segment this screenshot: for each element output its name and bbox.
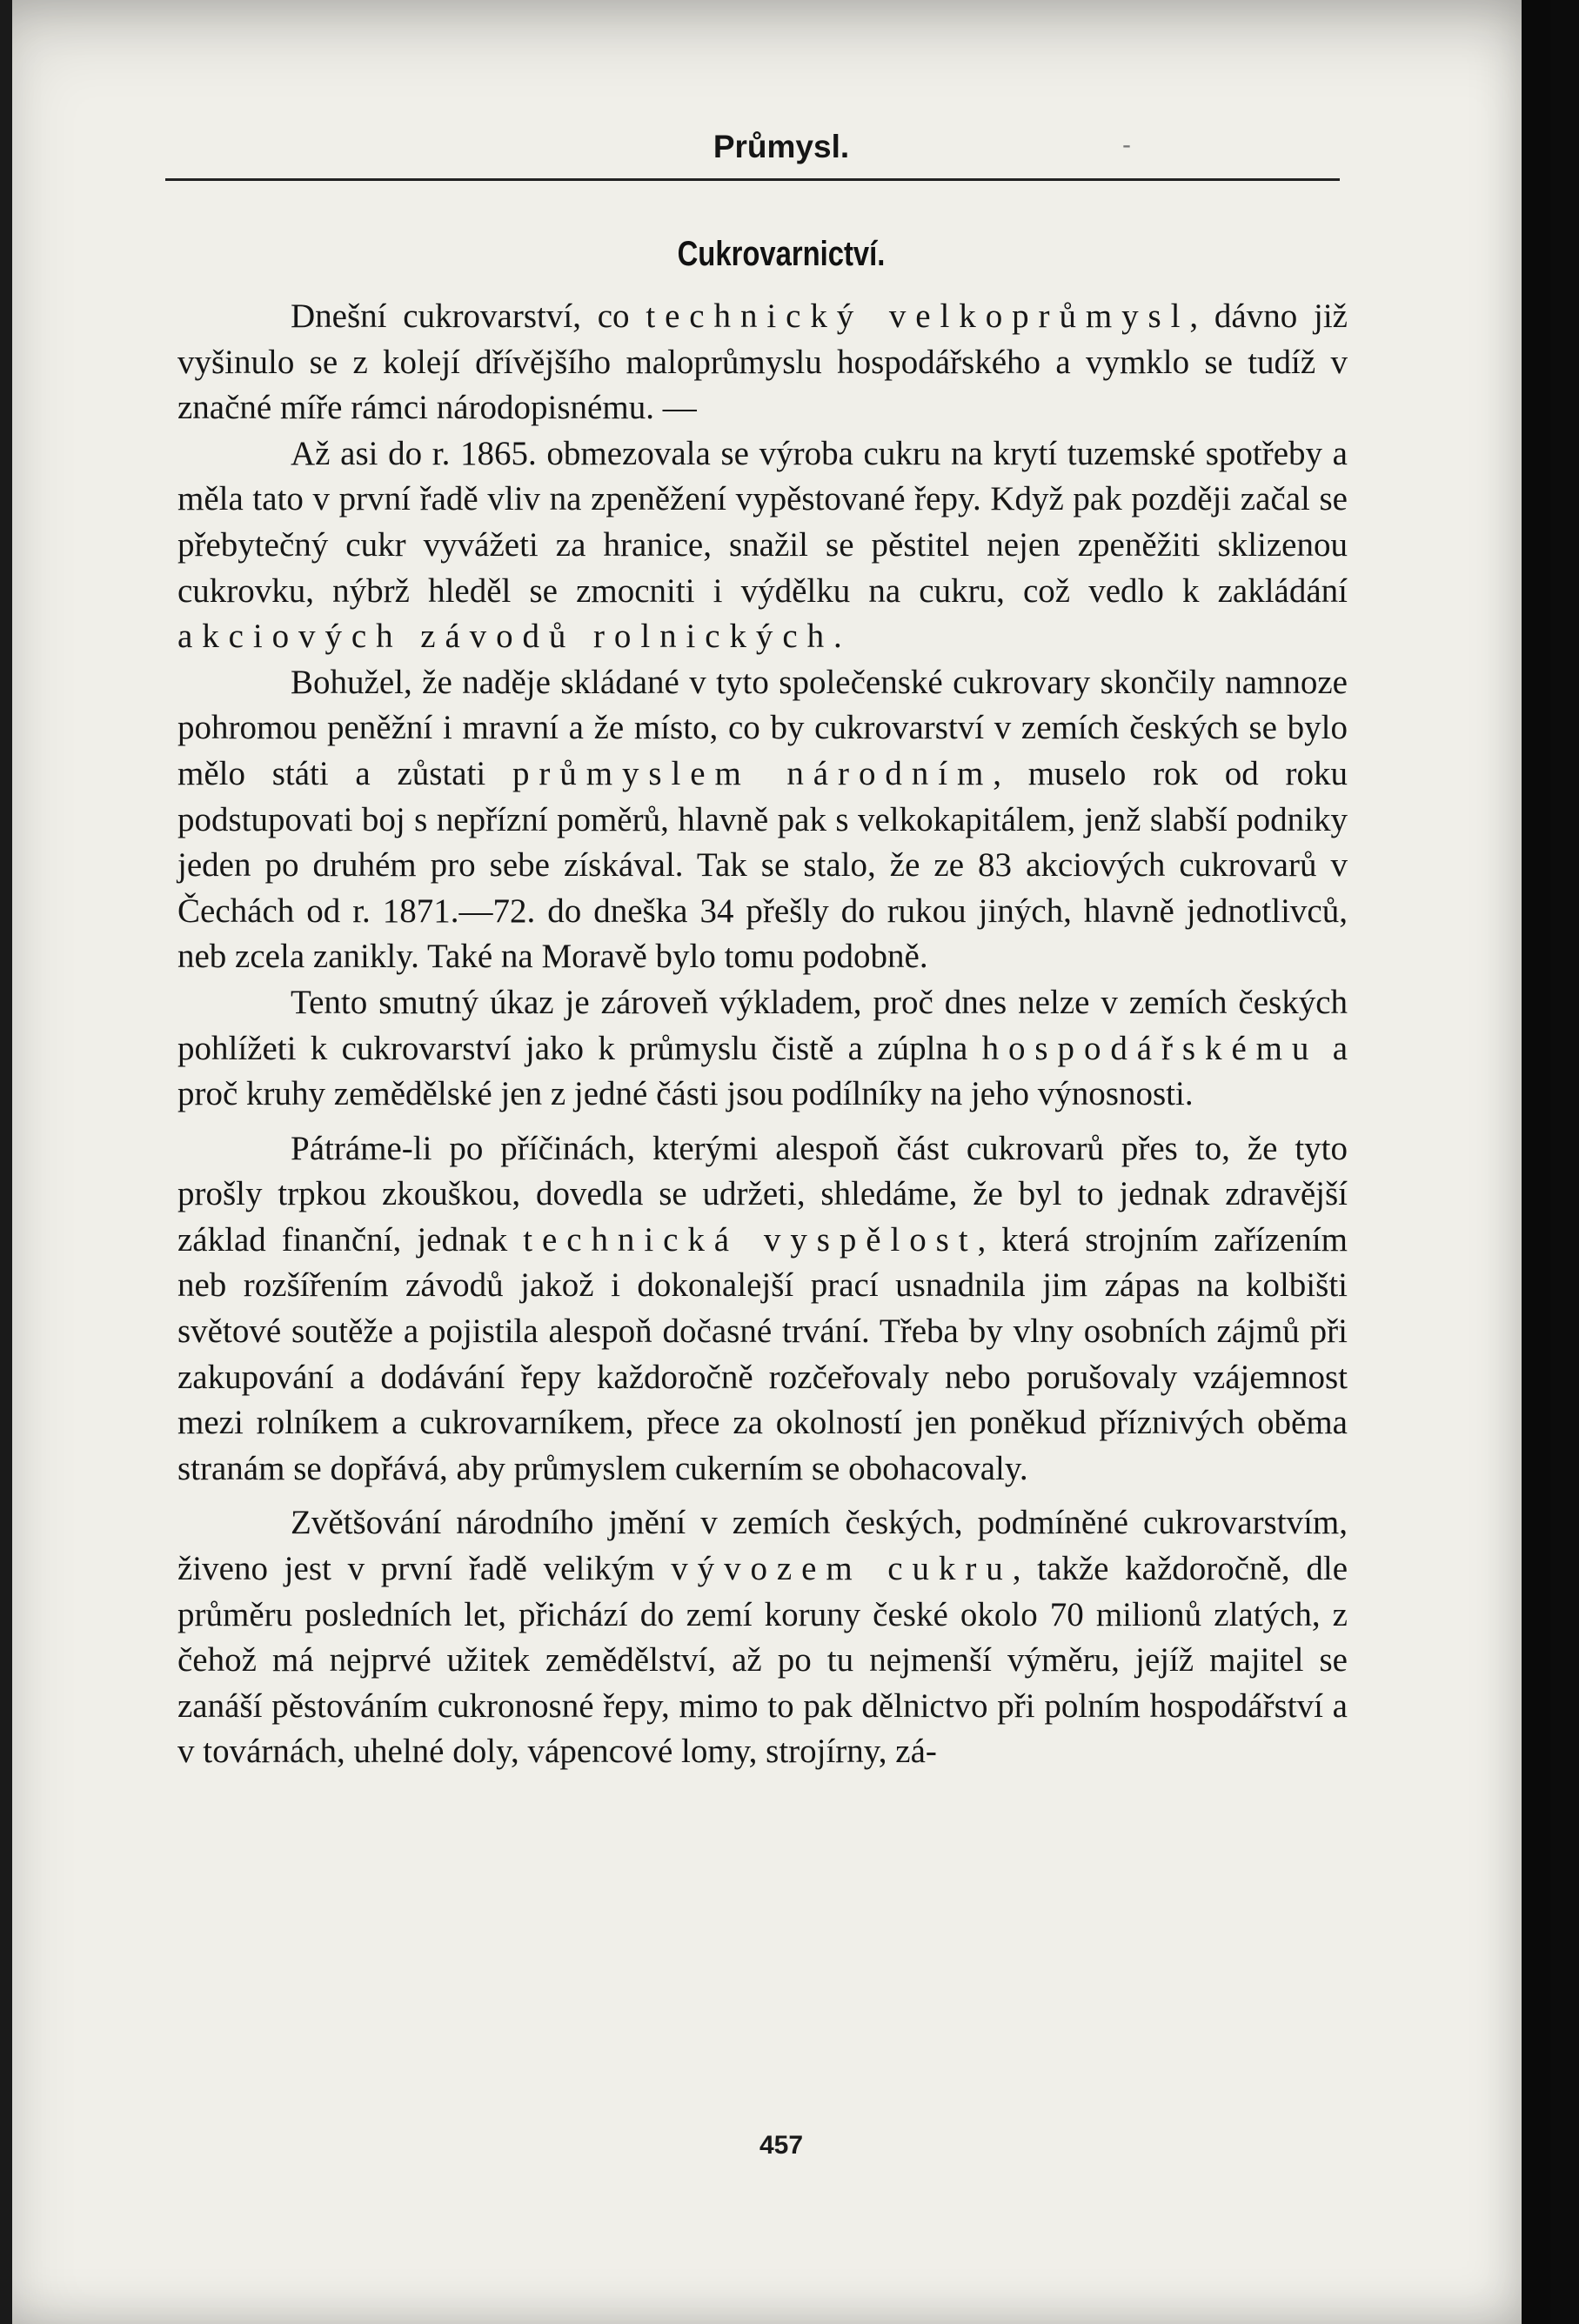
paragraph: Dnešní cukrovarství, co technický velkoprůmysl, dávno již vyšinulo se z kolejí dřívějšího maloprůmyslu hospodářského a vymklo se tudíž v značné míře rámci národopisnému. — [177,297,1348,427]
emphasis-text: průmyslem národním [512,754,994,792]
emphasis-text: technická vyspělost [523,1220,978,1259]
emphasis-text: vývozem cukru [671,1550,1013,1588]
emphasis-text: technický velkoprůmysl [646,297,1190,335]
paragraph: Tento smutný úkaz je zároveň výkladem, proč dnes nelze v zemích českých pohlížeti k cukrovarství jako k průmyslu čistě a zúplna hospodářskému a proč kruhy zemědělské jen z jedné části jsou podílníky na jeho výnosnosti. [177,983,1348,1113]
paragraph: Až asi do r. 1865. obmezovala se výroba cukru na krytí tuzemské spotřeby a měla tato v první řadě vliv na zpeněžení vypěstované řepy. Když pak později začal se přebytečný cukr vyvážeti za hranice, snažil se pěstitel nejen zpeněžiti sklizenou cukrovku, nýbrž hleděl se zmocniti i výdělku na cukru, což vedlo k zakládání akciových závodů rolnických. [177,434,1348,656]
running-head: Průmysl. [713,129,850,164]
page-number: 457 [759,2131,804,2160]
paragraph: Pátráme-li po příčinách, kterými alespoň část cukrovarů přes to, že tyto prošly trpkou zkouškou, dovedla se udržeti, shledáme, že byl to jednak zdravější základ finanční, jednak technická vyspělost, která strojním zařízením neb rozšířením závodů jakož i dokonalejší prací usnadnila jim zápas na kolbišti světové soutěže a pojistila alespoň dočasné trvání. Třeba by vlny osobních zájmů při zakupování a dodávání řepy každoročně rozčeřovaly nebo porušovaly vzájemnost mezi rolníkem a cukrovarníkem, přece za okolností jen poněkud příznivých oběma stranám se dopřává, aby průmyslem cukerním se obohacovaly. [177,1129,1348,1487]
book-page [12,0,1550,2324]
paragraph: Bohužel, že naděje skládané v tyto společenské cukrovary skončily namnoze pohromou peněžní i mravní a že místo, co by cukrovarství v zemích českých se bylo mělo státi a zůstati průmyslem národním, muselo rok od roku podstupovati boj s nepřízní poměrů, hlavně pak s velkokapitálem, jenž slabší podniky jeden po druhém pro sebe získával. Tak se stalo, že ze 83 akciových cukrovarů v Čechách od r. 1871.—72. do dneška 34 přešly do rukou jiných, hlavně jednotlivců, neb zcela zanikly. Také na Moravě bylo tomu podobně. [177,663,1348,976]
running-head-dash: - [1122,130,1131,159]
emphasis-text: akciových závodů rolnických [177,618,834,656]
body-text [177,294,1348,1775]
book-spine-shadow [0,0,12,2324]
emphasis-text: hospodářskému [981,1029,1319,1067]
page-edge-shadow [1522,0,1550,2324]
paragraph: Zvětšování národního jmění v zemích českých, podmíněné cukrovarstvím, živeno jest v první řadě velikým vývozem cukru, takže každoročně, dle průměru posledních let, přichází do zemí koruny české okolo 70 milionů zlatých, z čehož má nejprvé užitek zemědělství, až po tu nejmenší výměru, jejíž majitel se zanáší pěstováním cukronosné řepy, mimo to pak dělnictvo při polním hospodářství a v továrnách, uhelné doly, vápencové lomy, strojírny, zá- [177,1504,1348,1771]
header-rule [165,178,1340,181]
section-title: Cukrovarnictví. [677,235,886,273]
